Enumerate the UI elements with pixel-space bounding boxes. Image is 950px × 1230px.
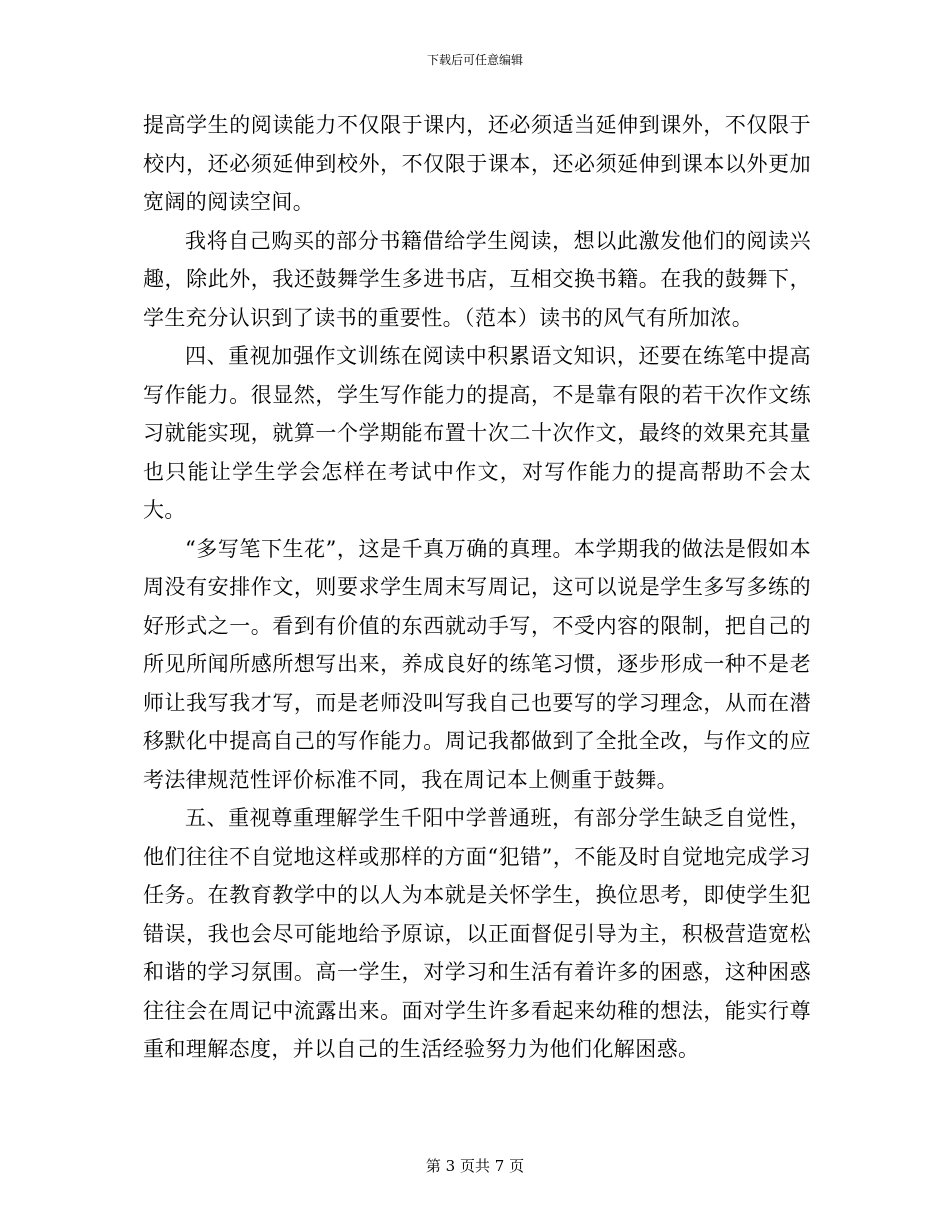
document-body	[143, 106, 811, 1069]
page-header: 下载后可任意编辑	[426, 53, 523, 67]
paragraph-5: 五、重视尊重理解学生千阳中学普通班，有部分学生缺乏自觉性，他们往往不自觉地这样或那样的方面“犯错”，不能及时自觉地完成学习任务。在教育教学中的以人为本就是关怀学生，换位思考，即使学生犯错误，我也会尽可能地给予原谅，以正面督促引导为主，积极营造宽松和谐的学习氛围。高一学生，对学习和生活有着许多的困惑，这种困惑往往会在周记中流露出来。面对学生许多看起来幼稚的想法，能实行尊重和理解态度，并以自己的生活经验努力为他们化解困惑。	[143, 806, 811, 1061]
paragraph-4: “多写笔下生花”，这是千真万确的真理。本学期我的做法是假如本周没有安排作文，则要求学生周末写周记，这可以说是学生多写多练的好形式之一。看到有价值的东西就动手写，不受内容的限制，把自己的所见所闻所感所想写出来，养成良好的练笔习惯，逐步形成一种不是老师让我写我才写，而是老师没叫写我自己也要写的学习理念，从而在潜移默化中提高自己的写作能力。周记我都做到了全批全改，与作文的应考法律规范性评价标准不同，我在周记本上侧重于鼓舞。	[143, 536, 811, 792]
page-footer-number: 第 3 页共 7 页	[425, 1157, 525, 1175]
paragraph-2: 我将自己购买的部分书籍借给学生阅读，想以此激发他们的阅读兴趣，除此外，我还鼓舞学生多进书店，互相交换书籍。在我的鼓舞下，学生充分认识到了读书的重要性。（范本）读书的风气有所加浓。	[143, 228, 811, 330]
paragraph-1: 提高学生的阅读能力不仅限于课内，还必须适当延伸到课外，不仅限于校内，还必须延伸到校外，不仅限于课本，还必须延伸到课本以外更加宽阔的阅读空间。	[143, 113, 811, 214]
paragraph-3: 四、重视加强作文训练在阅读中积累语文知识，还要在练笔中提高写作能力。很显然，学生写作能力的提高，不是靠有限的若干次作文练习就能实现，就算一个学期能布置十次二十次作文，最终的效果充其量也只能让学生学会怎样在考试中作文，对写作能力的提高帮助不会太大。	[143, 344, 811, 522]
